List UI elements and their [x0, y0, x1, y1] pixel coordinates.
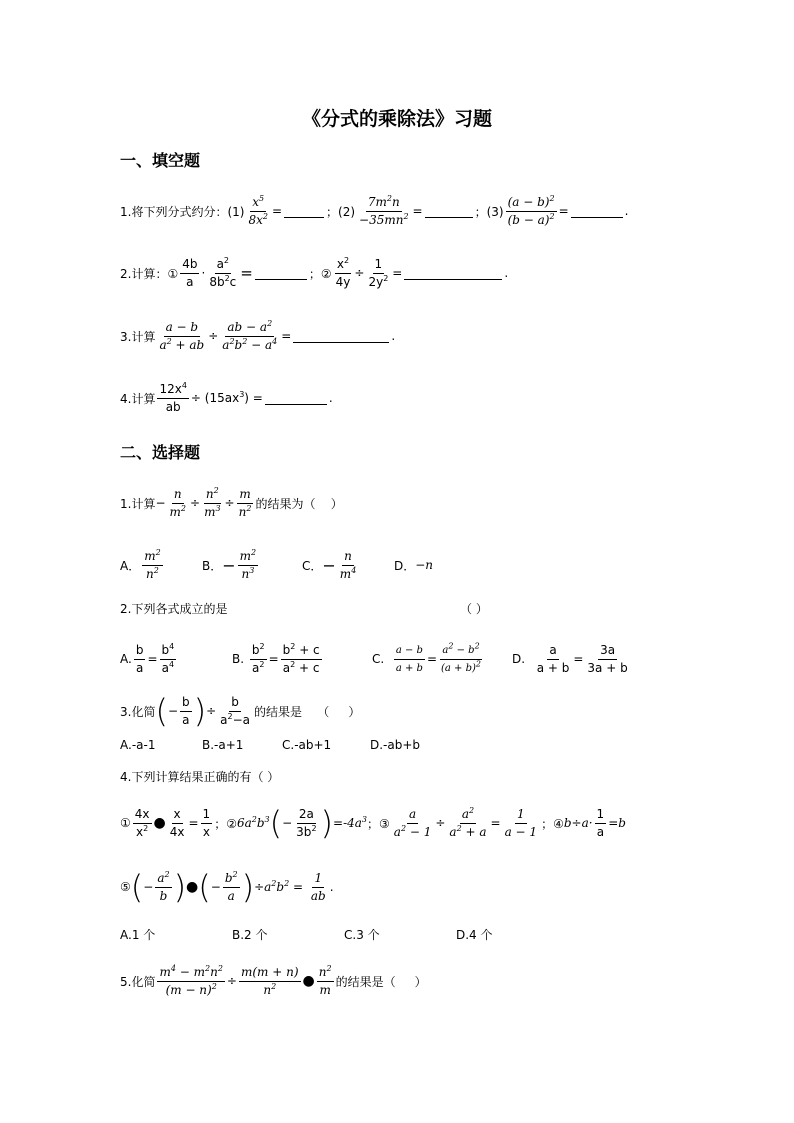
question-text: 1.计算 — [120, 496, 156, 511]
choice-question-4: 4.下列计算结果正确的有（ ） — [120, 770, 280, 784]
option-b[interactable]: B． − $\frac{m^2}{n^3}$ — [202, 547, 257, 581]
answer-blank[interactable] — [571, 205, 623, 218]
section-heading-fill: 一、填空题 — [120, 151, 201, 170]
question-text: 的结果是 （ ） — [254, 704, 361, 719]
question-text: 的结果为（ ） — [255, 496, 343, 511]
option-b[interactable]: B. $\frac{b^2}{a^2}$ = $\frac{b^2 + c}{a^2 + c}$ — [232, 641, 320, 675]
fraction: $\frac{n^2}{m^3}$ — [204, 485, 221, 519]
question-text: 的结果是（ ） — [335, 974, 427, 989]
fraction: $\frac{12x^4}{ab}$ — [159, 380, 187, 414]
answer-blank[interactable] — [425, 205, 473, 218]
choice-question-5: 5.化简 $\frac{m^4 - m^2n^2}{(m - n)^2}$ ÷ $\frac{m(m + n)}{n^2}$ ● $\frac{n^2}{m}$ 的结果是（ ） — [120, 963, 427, 997]
question-text: 3.计算 — [120, 329, 156, 344]
fill-question-3: 3.计算 $\frac{a - b}{a^2 + ab}$ ÷ $\frac{ab - a^2}{a^2b^2 - a^4}$ = . — [120, 318, 396, 352]
option-a[interactable]: A. $\frac{b}{a}$ = $\frac{b^4}{a^4}$ — [120, 641, 175, 675]
question-text: 5.化简 — [120, 974, 156, 989]
answer-blank[interactable] — [293, 330, 389, 343]
page-title: 《分式的乘除法》习题 — [301, 108, 492, 130]
choice-4-options — [120, 926, 680, 944]
option-d[interactable]: D.4 个 — [456, 928, 493, 942]
fraction: $\frac{1}{2y^2}$ — [368, 256, 389, 289]
option-c[interactable]: C. $\frac{a - b}{a + b}$ = $\frac{a^2 - b^2}{(a + b)^2}$ — [372, 641, 482, 674]
question-text: 3.化简 — [120, 704, 156, 719]
choice-question-3: 3.化简 ( − $\frac{b}{a}$ ) ÷ $\frac{b}{a^2-a}$ 的结果是 （ ） — [120, 692, 361, 730]
choice-2-options — [120, 634, 680, 684]
fraction: $\frac{(a - b)^2}{(b - a)^2}$ — [507, 193, 555, 227]
answer-blank[interactable] — [255, 267, 307, 280]
option-d[interactable]: D.-ab+b — [370, 738, 421, 752]
answer-blank[interactable] — [404, 267, 502, 280]
option-c[interactable]: C.-ab+1 — [282, 738, 332, 752]
question-text: ；(2) — [326, 204, 356, 219]
question-text: ；② — [308, 266, 332, 281]
fraction: $\frac{a - b}{a^2 + ab}$ — [159, 319, 205, 352]
option-d[interactable]: D. $\frac{a}{a + b}$ = $\frac{3a}{3a + b}$ — [512, 642, 628, 675]
answer-paren[interactable]: （ ） — [460, 602, 488, 616]
question-text: 1.将下列分式约分：(1) — [120, 204, 245, 219]
choice-question-2 — [120, 600, 680, 622]
fraction: $\frac{x^5}{8x^2}$ — [248, 193, 268, 227]
question-text: 4.计算 — [120, 391, 156, 406]
fraction: $\frac{x^2}{4y}$ — [335, 255, 351, 289]
option-a[interactable]: A． $\frac{m^2}{n^2}$ — [120, 547, 161, 581]
option-b[interactable]: B.2 个 — [232, 928, 268, 942]
choice-question-1: 1.计算 − $\frac{n}{m^2}$ ÷ $\frac{n^2}{m^3}$ ÷ $\frac{m}{n^2}$ 的结果为（ ） — [120, 485, 343, 519]
answer-blank[interactable] — [265, 392, 327, 405]
choice-4-expressions-2: ⑤ ( − $\frac{a^2}{b}$ ) ● ( − $\frac{b^2}{a}$ ) ÷ $a^2b^2$ = $\frac{1}{ab}$ . — [120, 868, 334, 906]
choice-4-expressions-1: ① $\frac{4x}{x^2}$ ● $\frac{x}{4x}$ = $\frac{1}{x}$ ；② $6a^2b^3$ ( − $\frac{2a}{3b^2}$ ) = $-4a^3$ ；③ $\frac{a}{a^2 - 1}$ ÷ $\frac{a^2}{a^2 + a}$ = $\frac{1}{a - 1}$ ；④ b÷a· $\frac{1}{a}$ =b — [120, 804, 626, 842]
fraction: $\frac{7m^2n}{-35mn^2}$ — [359, 193, 409, 227]
option-d[interactable]: D． −n — [394, 558, 434, 573]
section-heading-choice: 二、选择题 — [120, 443, 201, 462]
option-c[interactable]: C.3 个 — [344, 928, 380, 942]
fill-question-4: 4.计算 $\frac{12x^4}{ab}$ ÷ $(15ax^3)$ = . — [120, 380, 333, 414]
question-text: 2.下列各式成立的是 — [120, 602, 228, 616]
fraction: $\frac{ab - a^2}{a^2b^2 - a^4}$ — [222, 318, 278, 352]
choice-3-options — [120, 738, 680, 756]
option-b[interactable]: B.-a+1 — [202, 738, 244, 752]
fill-question-2: 2.计算：① $\frac{4b}{a}$ · $\frac{a^2}{8b^2c}$ = ；② $\frac{x^2}{4y}$ ÷ $\frac{1}{2y^2}$ = . — [120, 255, 509, 289]
question-text: ；(3) — [474, 204, 504, 219]
answer-blank[interactable] — [284, 205, 324, 218]
fraction: $\frac{m}{n^2}$ — [238, 486, 252, 519]
fill-question-1: 1.将下列分式约分：(1) $\frac{x^5}{8x^2}$ = ；(2) $\frac{7m^2n}{-35mn^2}$ = ；(3) $\frac{(a - b)^2}{(b - a)^2}$ = . — [120, 193, 629, 227]
fraction: $\frac{n}{m^2}$ — [169, 486, 186, 519]
option-a[interactable]: A.-a-1 — [120, 738, 156, 752]
option-a[interactable]: A.1 个 — [120, 928, 156, 942]
question-text: 2.计算：① — [120, 266, 179, 281]
option-c[interactable]: C． − $\frac{n}{m^4}$ — [302, 548, 357, 581]
choice-1-options — [120, 540, 680, 590]
fraction: $\frac{a^2}{8b^2c}$ — [209, 255, 237, 289]
fraction: $\frac{4b}{a}$ — [182, 256, 198, 289]
